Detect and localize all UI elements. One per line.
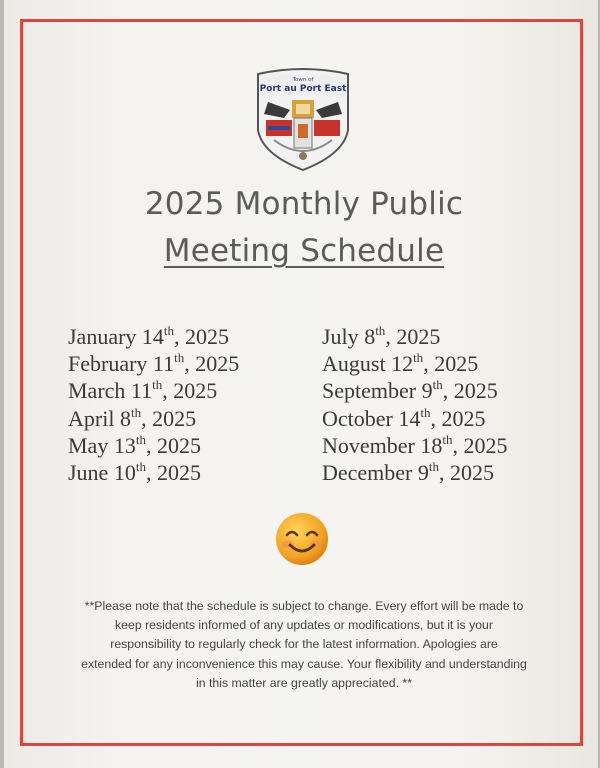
date-year: , 2025 xyxy=(423,351,479,377)
date-suffix: th xyxy=(432,377,443,393)
date-suffix: th xyxy=(413,350,424,366)
dates-right-column xyxy=(322,323,507,486)
note-line: in this matter are greatly appreciated. ** xyxy=(196,675,412,690)
date-year: , 2025 xyxy=(174,324,230,349)
meeting-date xyxy=(322,377,507,404)
date-day: 9 xyxy=(417,459,429,485)
note-line: **Please note that the schedule is subject to change. Every effort will be made to xyxy=(84,599,524,613)
date-year: , 2025 xyxy=(439,459,495,485)
seal-line-2: Port au Port East xyxy=(259,84,347,94)
disclaimer-note xyxy=(52,597,556,693)
title-line-2 xyxy=(4,233,600,269)
date-month: July xyxy=(322,324,359,349)
meeting-date xyxy=(68,459,239,486)
date-year: , 2025 xyxy=(452,432,508,458)
date-suffix: th xyxy=(375,323,386,338)
seal-line-1: Town of xyxy=(292,77,314,83)
date-year: , 2025 xyxy=(141,405,197,431)
date-day: 13 xyxy=(113,432,136,458)
date-year: , 2025 xyxy=(430,405,486,431)
meeting-date xyxy=(68,377,239,404)
meeting-date xyxy=(322,432,507,459)
date-day: 14 xyxy=(141,324,164,349)
date-year: , 2025 xyxy=(385,324,441,349)
date-month: October xyxy=(322,405,393,431)
date-day: 8 xyxy=(119,405,131,431)
date-suffix: th xyxy=(442,431,453,447)
date-suffix: th xyxy=(163,323,175,338)
title-line-2-text: Meeting Schedule xyxy=(163,233,445,269)
date-day: 10 xyxy=(113,459,136,485)
date-month: March xyxy=(68,378,126,404)
meeting-date xyxy=(322,459,507,486)
date-year: , 2025 xyxy=(162,378,218,404)
date-suffix: th xyxy=(152,377,163,393)
meeting-date xyxy=(68,323,239,350)
date-day: 11 xyxy=(152,351,175,377)
date-day: 8 xyxy=(364,324,376,349)
note-line: extended for any inconvenience this may cause. Your flexibility and understanding xyxy=(81,656,527,671)
date-month: December xyxy=(322,459,413,485)
date-month: April xyxy=(68,405,115,431)
date-month: January xyxy=(68,324,137,349)
meeting-date xyxy=(68,405,239,432)
date-year: , 2025 xyxy=(442,378,498,404)
date-month: February xyxy=(68,351,148,377)
date-day: 11 xyxy=(130,378,153,404)
date-suffix: th xyxy=(130,404,142,420)
date-day: 9 xyxy=(421,378,433,404)
date-suffix: th xyxy=(135,458,146,474)
date-suffix: th xyxy=(135,431,146,447)
date-year: , 2025 xyxy=(145,459,201,485)
town-seal-icon xyxy=(254,66,352,172)
meeting-date xyxy=(322,350,507,377)
date-month: November xyxy=(322,432,415,458)
date-suffix: th xyxy=(428,458,440,474)
notice-paper xyxy=(4,0,598,768)
meeting-date xyxy=(322,323,507,350)
date-day: 18 xyxy=(420,432,443,458)
date-suffix: th xyxy=(174,350,185,366)
date-month: June xyxy=(68,459,109,485)
date-suffix: th xyxy=(420,404,431,420)
smiling-face-icon xyxy=(274,511,330,567)
date-day: 12 xyxy=(391,351,414,377)
date-year: , 2025 xyxy=(145,432,201,458)
note-line: keep residents informed of any updates or modifications, but it is your xyxy=(115,618,493,633)
date-month: September xyxy=(322,378,417,404)
meeting-date xyxy=(68,350,239,377)
meeting-date xyxy=(322,405,507,432)
date-year: , 2025 xyxy=(184,351,240,377)
dates-left-column xyxy=(68,323,239,486)
title-line-1: 2025 Monthly Public xyxy=(144,186,464,222)
date-month: May xyxy=(68,432,109,458)
note-line: responsibility to regularly check for the latest information. Apologies are xyxy=(110,637,498,652)
meeting-date xyxy=(68,432,239,459)
date-month: August xyxy=(322,351,386,377)
date-day: 14 xyxy=(398,405,421,431)
